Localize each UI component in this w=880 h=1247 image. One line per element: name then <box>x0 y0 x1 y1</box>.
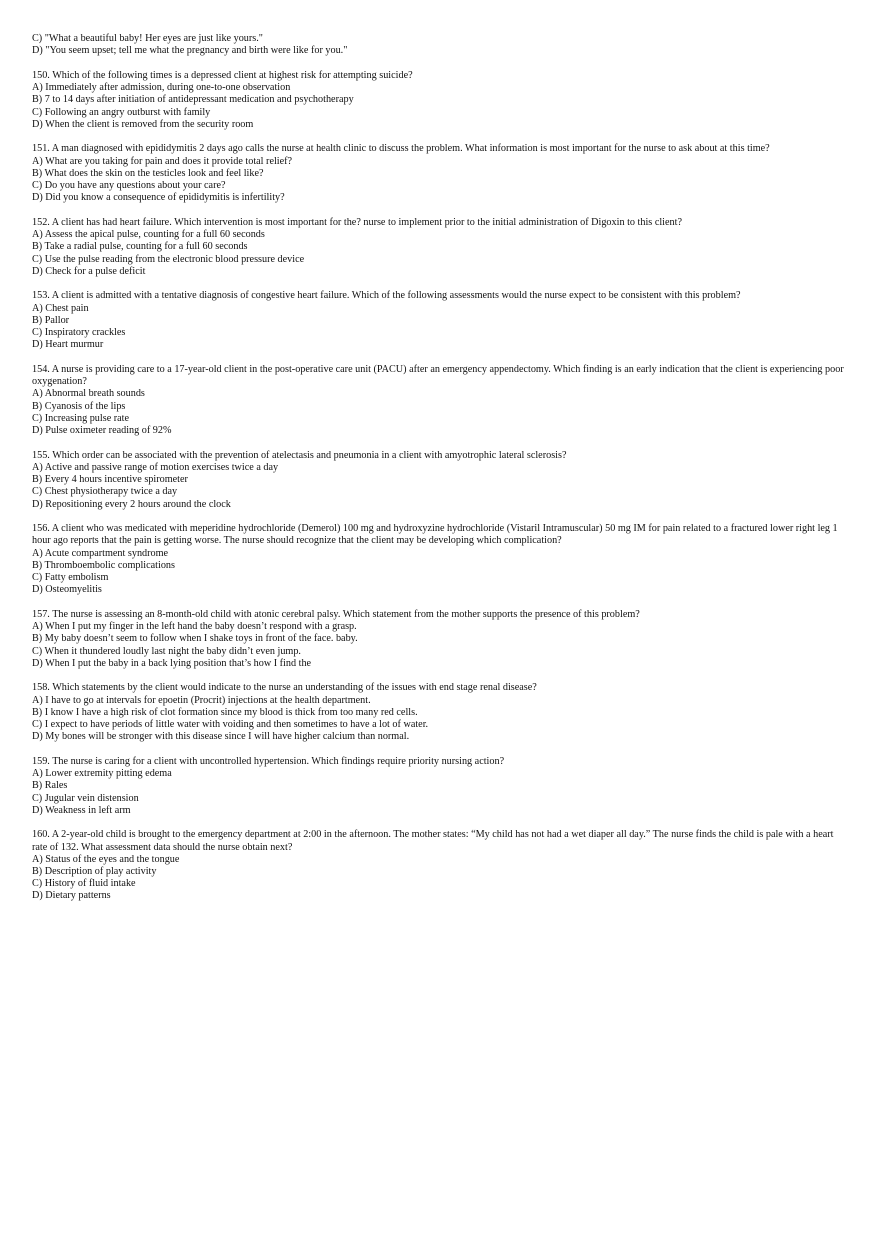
answer-option: C) Increasing pulse rate <box>32 412 130 424</box>
question-151 <box>32 143 844 204</box>
answer-option: A) Assess the apical pulse, counting for a full 60 seconds <box>32 229 265 241</box>
answer-option: B) 7 to 14 days after initiation of antidepressant medication and psychotherapy <box>32 94 354 106</box>
answer-option: A) I have to go at intervals for epoetin (Procrit) injections at the health department. <box>32 694 371 706</box>
answer-option: C) "What a beautiful baby! Her eyes are just like yours." <box>32 33 263 44</box>
question-158 <box>32 682 844 743</box>
question-160 <box>32 829 844 902</box>
answer-option: B) Take a radial pulse, counting for a full 60 seconds <box>32 241 248 253</box>
answer-option: A) Status of the eyes and the tongue <box>32 853 180 865</box>
answer-option: C) Jugular vein distension <box>32 792 139 804</box>
question-154 <box>32 364 844 437</box>
question-stem: 150. Which of the following times is a depressed client at highest risk for attempting suicide? <box>32 69 413 81</box>
answer-option: B) I know I have a high risk of clot formation since my blood is thick from too many red cells. <box>32 706 418 718</box>
answer-option: B) Thromboembolic complications <box>32 559 175 571</box>
answer-option: D) Dietary patterns <box>32 890 111 902</box>
question-152 <box>32 217 844 278</box>
answer-option: B) Cyanosis of the lips <box>32 400 126 412</box>
answer-option: B) What does the skin on the testicles look and feel like? <box>32 167 264 179</box>
question-stem: 160. A 2-year-old child is brought to the emergency department at 2:00 in the afternoon. The mother states: “My child has not had a wet diaper all day.” The nurse finds the child is pale with a heart rate of 132. What assessment data should the nurse obtain next? <box>32 829 834 853</box>
answer-option: A) Active and passive range of motion exercises twice a day <box>32 461 279 473</box>
answer-option: D) When I put the baby in a back lying position that’s how I find the <box>32 657 312 669</box>
answer-option: C) History of fluid intake <box>32 878 136 890</box>
answer-option: D) When the client is removed from the security room <box>32 118 254 130</box>
answer-option: D) "You seem upset; tell me what the pregnancy and birth were like for you." <box>32 45 348 57</box>
question-stem: 151. A man diagnosed with epididymitis 2 days ago calls the nurse at health clinic to discuss the problem. What information is most important for the nurse to ask about at this time? <box>32 143 770 155</box>
question-156 <box>32 523 844 596</box>
question-157 <box>32 609 844 670</box>
answer-option: D) My bones will be stronger with this disease since I will have higher calcium than normal. <box>32 731 410 743</box>
answer-option: A) Chest pain <box>32 302 89 314</box>
question-159 <box>32 756 844 817</box>
answer-option: D) Heart murmur <box>32 339 104 351</box>
answer-option: D) Pulse oximeter reading of 92% <box>32 424 172 436</box>
answer-option: C) When it thundered loudly last night the baby didn’t even jump. <box>32 645 301 657</box>
question-stem: 158. Which statements by the client would indicate to the nurse an understanding of the issues with end stage renal disease? <box>32 682 537 694</box>
question-stem: 159. The nurse is caring for a client with uncontrolled hypertension. Which findings require priority nursing action? <box>32 755 505 767</box>
answer-option: B) Pallor <box>32 314 70 326</box>
answer-option: A) Immediately after admission, during one-to-one observation <box>32 82 291 94</box>
question-stem: 153. A client is admitted with a tentative diagnosis of congestive heart failure. Which of the following assessments would the nurse expect to be consistent with this problem? <box>32 290 741 302</box>
answer-option: C) Do you have any questions about your care? <box>32 180 226 192</box>
answer-option: C) Use the pulse reading from the electronic blood pressure device <box>32 253 305 265</box>
answer-option: D) Osteomyelitis <box>32 584 102 596</box>
question-stem: 152. A client has had heart failure. Which intervention is most important for the? nurse to implement prior to the initial administration of Digoxin to this client? <box>32 216 682 228</box>
answer-option: C) Chest physiotherapy twice a day <box>32 486 178 498</box>
question-stem: 157. The nurse is assessing an 8-month-old child with atonic cerebral palsy. Which statement from the mother supports the presence of this problem? <box>32 608 640 620</box>
question-155 <box>32 450 844 511</box>
answer-option: D) Did you know a consequence of epididymitis is infertility? <box>32 192 285 204</box>
answer-option: A) When I put my finger in the left hand the baby doesn’t respond with a grasp. <box>32 621 357 633</box>
answer-option: B) My baby doesn’t seem to follow when I shake toys in front of the face. baby. <box>32 633 358 645</box>
answer-option: A) Lower extremity pitting edema <box>32 768 172 780</box>
answer-option: C) Fatty embolism <box>32 572 109 584</box>
document-page <box>32 33 844 915</box>
answer-option: B) Rales <box>32 780 68 792</box>
answer-option: A) What are you taking for pain and does it provide total relief? <box>32 155 293 167</box>
answer-option: D) Repositioning every 2 hours around the clock <box>32 498 231 510</box>
answer-option: B) Every 4 hours incentive spirometer <box>32 474 188 486</box>
question-150 <box>32 70 844 131</box>
answer-option: C) Inspiratory crackles <box>32 327 126 339</box>
question-stem: 154. A nurse is providing care to a 17-year-old client in the post-operative care unit (PACU) after an emergency appendectomy. Which finding is an early indication that the client is experiencing poor oxygenation? <box>32 363 844 388</box>
question-stem: 155. Which order can be associated with the prevention of atelectasis and pneumonia in a client with amyotrophic lateral sclerosis? <box>32 449 567 461</box>
answer-option: D) Check for a pulse deficit <box>32 265 146 277</box>
answer-option: B) Description of play activity <box>32 866 157 878</box>
question-stem: 156. A client who was medicated with meperidine hydrochloride (Demerol) 100 mg and hydroxyzine hydrochloride (Vistaril Intramuscular) 50 mg IM for pain related to a fractured lower right leg 1 hour ago reports that the pain is getting worse. The nurse should recognize that the client may be developing which complication? <box>32 523 838 547</box>
answer-option: A) Abnormal breath sounds <box>32 388 145 400</box>
previous-question-tail <box>32 33 844 57</box>
question-153 <box>32 290 844 351</box>
answer-option: D) Weakness in left arm <box>32 804 131 816</box>
answer-option: C) Following an angry outburst with family <box>32 106 211 118</box>
answer-option: C) I expect to have periods of little water with voiding and then sometimes to have a lot of water. <box>32 719 429 731</box>
answer-option: A) Acute compartment syndrome <box>32 547 169 559</box>
